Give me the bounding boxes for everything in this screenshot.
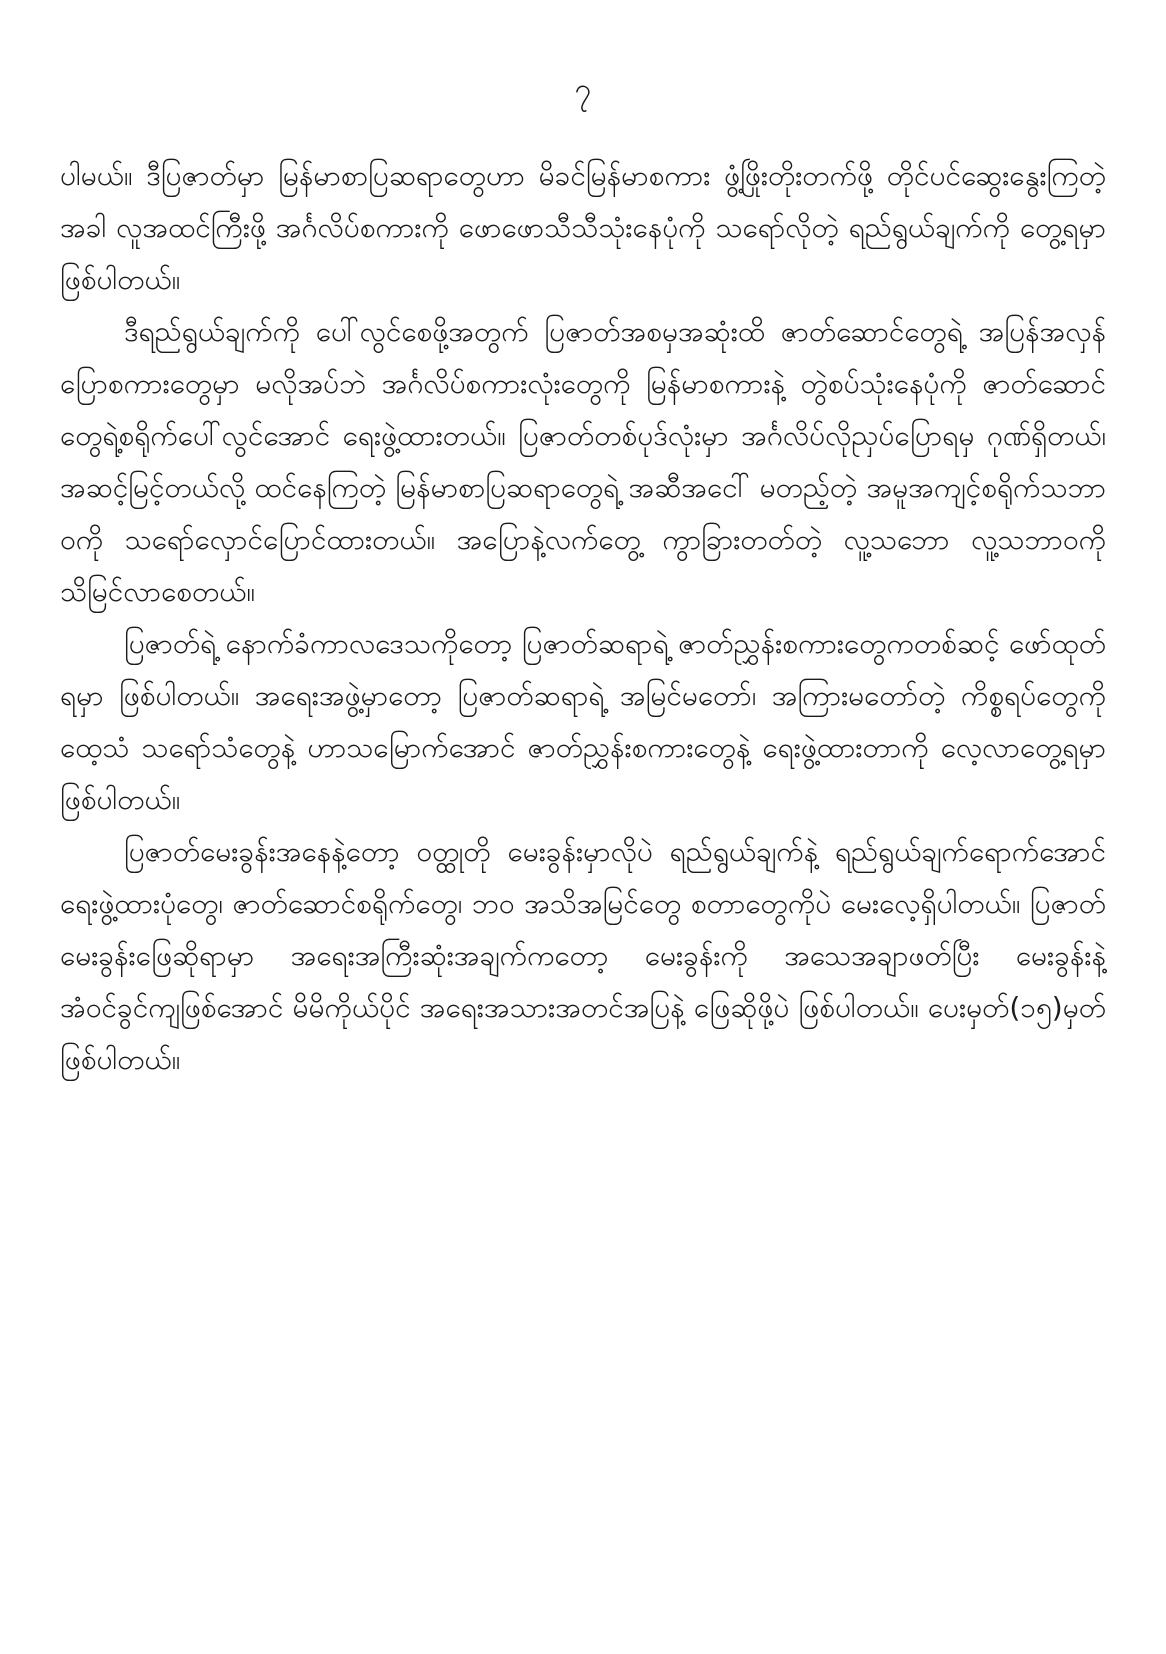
paragraph-4: ပြဇာတ်မေးခွန်းအနေနဲ့တော့ ဝတ္ထုတို မေးခွန်းမှာလိုပဲ ရည်ရွယ်ချက်နဲ့ ရည်ရွယ်ချက်ရောက်အောင် ရေးဖွဲ့ထားပုံတွေ၊ ဇာတ်ဆောင်စရိုက်တွေ၊ ဘဝ အသိအမြင်တွေ စတာတွေကိုပဲ မေးလေ့ရှိပါတယ်။ ပြဇာတ်မေးခွန်းဖြေဆိုရာမှာ အရေးအကြီးဆုံးအချက်ကတော့ မေးခွန်းကို အသေအချာဖတ်ပြီး မေးခွန်းနဲ့ အံဝင်ခွင်ကျဖြစ်အောင် မိမိကိုယ်ပိုင် အရေးအသားအတင်အပြနဲ့ ဖြေဆိုဖို့ပဲ ဖြစ်ပါတယ်။ ပေးမှတ်(၁၅)မှတ် ဖြစ်ပါတယ်။	[60, 835, 1106, 1076]
paragraph-2: ဒီရည်ရွယ်ချက်ကို ပေါ်လွင်စေဖို့အတွက် ပြဇာတ်အစမှအဆုံးထိ ဇာတ်ဆောင်တွေရဲ့ အပြန်အလှန် ပြောစကားတွေမှာ မလိုအပ်ဘဲ အင်္ဂလိပ်စကားလုံးတွေကို မြန်မာစကားနဲ့ တွဲစပ်သုံးနေပုံကို ဇာတ်ဆောင်တွေရဲ့စရိုက်ပေါ်လွင်အောင် ရေးဖွဲ့ထားတယ်။ ပြဇာတ်တစ်ပုဒ်လုံးမှာ အင်္ဂလိပ်လိုညှပ်ပြောရမှ ဂုဏ်ရှိတယ်၊ အဆင့်မြင့်တယ်လို့ ထင်နေကြတဲ့ မြန်မာစာပြဆရာတွေရဲ့ အဆီအငေါ် မတည့်တဲ့ အမူအကျင့်စရိုက်သဘာဝကို သရော်လှောင်ပြောင်ထားတယ်။ အပြောနဲ့လက်တွေ့ ကွာခြားတတ်တဲ့ လူ့သဘော လူ့သဘာဝကို သိမြင်လာစေတယ်။	[60, 315, 1106, 608]
paragraph-1: ပါမယ်။ ဒီပြဇာတ်မှာ မြန်မာစာပြဆရာတွေဟာ မိခင်မြန်မာစကား ဖွံ့ဖြိုးတိုးတက်ဖို့ တိုင်ပင်ဆွေးနွေးကြတဲ့အခါ လူအထင်ကြီးဖို့ အင်္ဂလိပ်စကားကို ဖောဖောသီသီသုံးနေပုံကို သရော်လိုတဲ့ ရည်ရွယ်ချက်ကို တွေ့ရမှာ ဖြစ်ပါတယ်။	[60, 159, 1106, 296]
paragraph-3: ပြဇာတ်ရဲ့ နောက်ခံကာလဒေသကိုတော့ ပြဇာတ်ဆရာရဲ့ ဇာတ်ညွှန်းစကားတွေကတစ်ဆင့် ဖော်ထုတ်ရမှာ ဖြစ်ပါတယ်။ အရေးအဖွဲ့မှာတော့ ပြဇာတ်ဆရာရဲ့ အမြင်မတော်၊ အကြားမတော်တဲ့ ကိစ္စရပ်တွေကို ထေ့သံ သရော်သံတွေနဲ့ ဟာသမြောက်အောင် ဇာတ်ညွှန်းစကားတွေနဲ့ ရေးဖွဲ့ထားတာကို လေ့လာတွေ့ရမှာ ဖြစ်ပါတယ်။	[60, 627, 1106, 816]
page-number: ၇	[574, 72, 592, 107]
body-text	[60, 150, 1106, 1086]
